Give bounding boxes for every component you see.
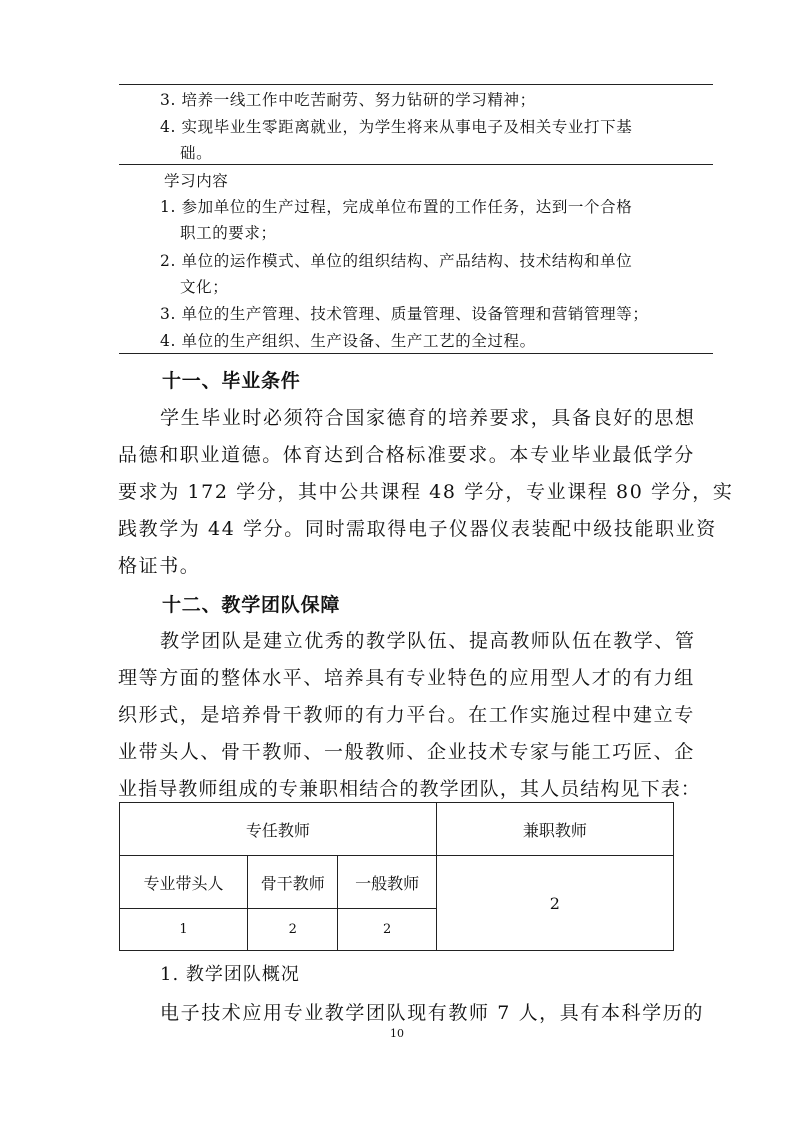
- learning-item-2-line2: 文化；: [180, 278, 229, 296]
- parttime-teachers-count: 2: [436, 856, 673, 951]
- section-12-heading: 十二、教学团队保障: [162, 594, 341, 616]
- goal-item-4-line1: 4. 实现毕业生零距离就业，为学生将来从事电子及相关专业打下基: [160, 118, 633, 136]
- parttime-teachers-header: 兼职教师: [436, 803, 673, 856]
- section-11-line: 学生毕业时必须符合国家德育的培养要求，具备良好的思想: [160, 407, 696, 429]
- general-teacher-header: 一般教师: [338, 856, 436, 909]
- table-rule-top: [119, 84, 713, 85]
- section-11-line: 践教学为 44 学分。同时需取得电子仪器仪表装配中级技能职业资: [118, 518, 717, 540]
- section-12-line: 织形式，是培养骨干教师的有力平台。在工作实施过程中建立专: [118, 704, 695, 726]
- backbone-teacher-count: 2: [248, 909, 338, 951]
- goal-item-4-line2: 础。: [180, 144, 213, 162]
- section-11-line: 格证书。: [118, 555, 201, 577]
- learning-item-1-line1: 1. 参加单位的生产过程，完成单位布置的工作任务，达到一个合格: [160, 198, 633, 216]
- team-overview-line: 电子技术应用专业教学团队现有教师 7 人，具有本科学历的: [160, 1002, 704, 1024]
- team-overview-heading: 1. 教学团队概况: [160, 964, 300, 985]
- learning-item-3: 3. 单位的生产管理、技术管理、质量管理、设备管理和营销管理等；: [160, 305, 649, 323]
- leader-header: 专业带头人: [120, 856, 248, 909]
- section-12-line: 理等方面的整体水平、培养具有专业特色的应用型人才的有力组: [118, 667, 695, 689]
- section-12-line: 业指导教师组成的专兼职相结合的教学团队，其人员结构见下表：: [118, 778, 701, 800]
- general-teacher-count: 2: [338, 909, 436, 951]
- learning-item-2-line1: 2. 单位的运作模式、单位的组织结构、产品结构、技术结构和单位: [160, 252, 633, 270]
- page-number: 10: [390, 1027, 404, 1040]
- leader-count: 1: [120, 909, 248, 951]
- learning-item-4: 4. 单位的生产组织、生产设备、生产工艺的全过程。: [160, 332, 536, 350]
- section-11-line: 品德和职业道德。体育达到合格标准要求。本专业毕业最低学分: [118, 444, 695, 466]
- section-11-heading: 十一、毕业条件: [162, 370, 301, 392]
- section-11-line: 要求为 172 学分，其中公共课程 48 学分，专业课程 80 学分，实: [118, 481, 734, 503]
- teaching-staff-table: [119, 802, 674, 951]
- learning-content-label: 学习内容: [164, 172, 229, 190]
- learning-item-1-line2: 职工的要求；: [180, 224, 277, 242]
- backbone-teacher-header: 骨干教师: [248, 856, 338, 909]
- section-12-line: 教学团队是建立优秀的教学队伍、提高教师队伍在教学、管: [160, 630, 696, 652]
- section-12-line: 业带头人、骨干教师、一般教师、企业技术专家与能工巧匠、企: [118, 741, 695, 763]
- goal-item-3: 3. 培养一线工作中吃苦耐劳、努力钻研的学习精神；: [160, 91, 536, 109]
- table-rule-middle: [119, 164, 713, 165]
- fulltime-teachers-header: 专任教师: [120, 803, 437, 856]
- table-rule-bottom: [119, 353, 713, 354]
